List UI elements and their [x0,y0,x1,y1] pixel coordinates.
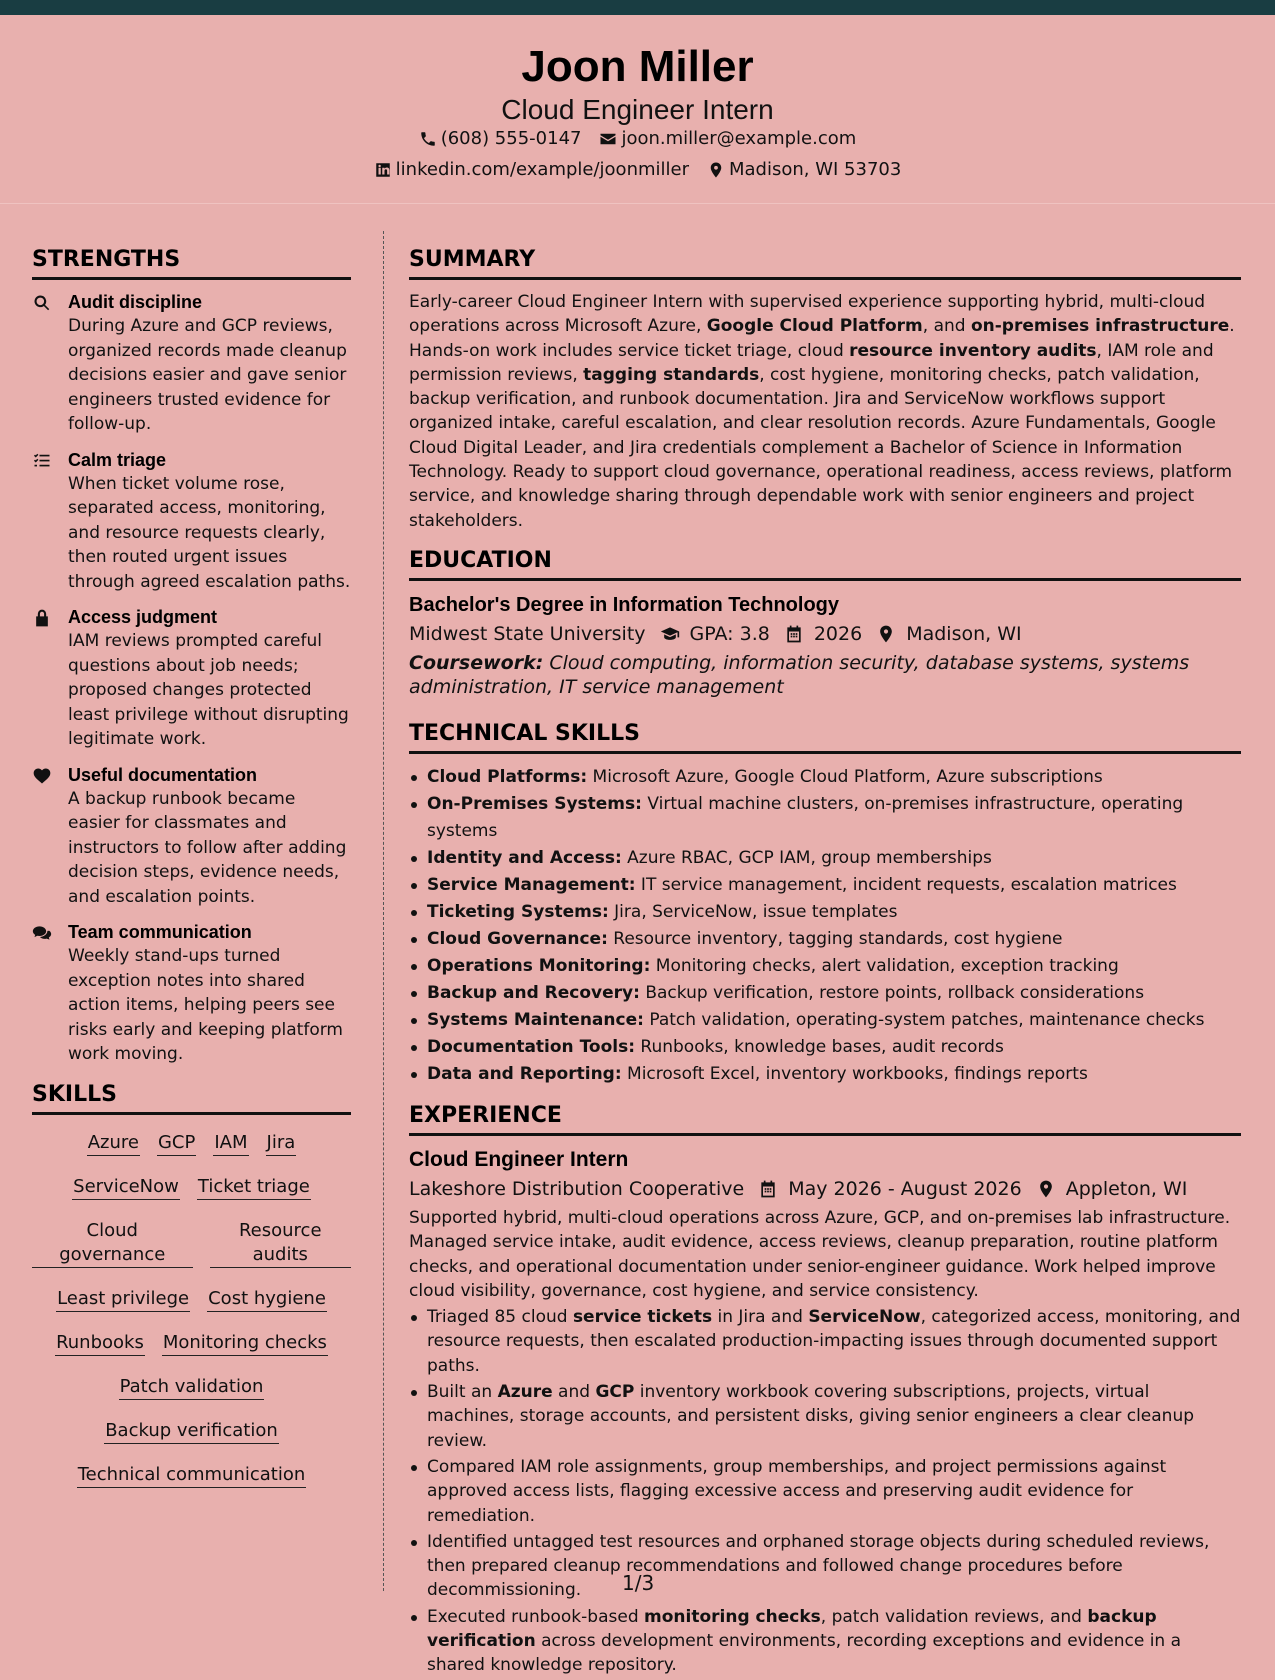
graduation-year: 2026 [813,622,863,645]
skill-category: Systems Maintenance: [427,1009,644,1030]
strength-title: Useful documentation [68,764,258,785]
skill-tag: Backup verification [104,1419,279,1444]
technical-skill-item [409,1061,1241,1088]
calendar-icon [784,624,804,644]
text-run: and [552,1382,596,1403]
strength-title: Team communication [68,922,252,942]
skill-tag: Runbooks [55,1331,145,1356]
coursework-label: Coursework: [409,651,544,674]
skill-category: On-Premises Systems: [427,793,642,814]
map-marker-icon [876,624,896,644]
degree-title: Bachelor's Degree in Information Technology [409,593,840,616]
strength-item [32,605,351,752]
experience-meta [409,1174,1241,1204]
experience-bullets [409,1305,1241,1677]
bold-keyword: monitoring checks [644,1606,821,1627]
experience-heading: EXPERIENCE [409,1102,1241,1136]
strength-body [68,290,351,437]
technical-skill-item [409,791,1241,845]
skill-tag: Ticket triage [197,1175,311,1200]
skills-heading: SKILLS [32,1081,351,1115]
skill-tag: Monitoring checks [162,1331,328,1356]
skill-line [32,1463,351,1488]
skill-values: Microsoft Azure, Google Cloud Platform, Azure subscriptions [587,766,1103,787]
strength-item [32,448,351,595]
text-run: , patch validation reviews, and [820,1606,1088,1627]
strength-icon-wrap [32,920,68,1067]
skill-line [32,1175,351,1200]
comments-icon [32,923,52,943]
school-name: Midwest State University [409,622,646,645]
candidate-name: Joon Miller [521,42,754,91]
skill-tag: Resource audits [210,1219,351,1268]
contact-row-2 [0,158,1275,182]
checklist-icon [32,451,52,471]
text-run: inventory workbook covering subscriptions, projects, virtual machines, storage accounts, and persistent disks, giving senior engineers a clear cleanup review. [427,1382,1195,1451]
experience-bullet [409,1380,1241,1453]
text-run: Built an [427,1382,498,1403]
map-marker-icon [1036,1179,1056,1199]
skill-values: Azure RBAC, GCP IAM, group memberships [621,847,992,868]
coursework [409,651,1241,700]
text-run: , and [922,316,971,337]
job-title-headline: Cloud Engineer Intern [501,94,774,125]
text-run: . Hands-on work includes service ticket triage, cloud [409,316,1235,361]
text-run: Executed runbook-based [427,1606,645,1627]
technical-skill-item [409,1034,1241,1061]
envelope-icon [599,130,617,148]
text-run: in Jira and [712,1307,809,1328]
phone-icon [419,130,437,148]
strength-icon-wrap [32,290,68,437]
right-column [409,246,1241,1680]
linkedin-contact[interactable] [374,158,689,182]
bold-keyword: tagging standards [583,364,760,385]
heart-icon [32,766,52,786]
technical-skills-list [409,764,1241,1088]
strength-icon-wrap [32,763,68,910]
strengths-list [32,290,351,1067]
text-run: , IAM role and permission reviews, [409,340,1214,385]
page-number: 1/3 [622,1571,655,1595]
experience-location: Appleton, WI [1065,1177,1188,1200]
technical-skill-item [409,926,1241,953]
strength-description: IAM reviews prompted careful questions about job needs; proposed changes protected least privilege without disrupting legitimate work. [68,631,349,749]
skill-line [32,1219,351,1268]
skill-values: Microsoft Excel, inventory workbooks, findings reports [621,1063,1088,1084]
experience-job-title: Cloud Engineer Intern [409,1147,629,1171]
strength-description: Weekly stand-ups turned exception notes into shared action items, helping peers see risks early and keeping platform work moving. [68,946,343,1064]
skill-line [32,1287,351,1312]
skill-tag: GCP [157,1131,196,1156]
experience-bullet [409,1530,1241,1603]
phone-contact[interactable] [419,127,582,151]
technical-skill-item [409,845,1241,872]
skill-values: Monitoring checks, alert validation, exception tracking [650,955,1119,976]
skill-tag: Technical communication [77,1463,307,1488]
strength-title: Access judgment [68,607,218,627]
bold-keyword: GCP [595,1382,635,1403]
skill-values: Patch validation, operating-system patches, maintenance checks [643,1009,1205,1030]
strength-title: Audit discipline [68,292,203,312]
experience-bullet [409,1455,1241,1528]
location-text: Madison, WI 53703 [729,159,902,180]
skill-tag: Jira [266,1131,297,1156]
linkedin-text: linkedin.com/example/joonmiller [395,159,689,180]
bold-keyword: Azure [497,1382,553,1403]
map-marker-icon [707,161,725,179]
bold-keyword: resource inventory audits [849,340,1097,361]
skill-category: Cloud Platforms: [427,766,588,787]
education-location: Madison, WI [906,622,1022,645]
strength-title: Calm triage [68,449,167,470]
technical-skill-item [409,899,1241,926]
email-text: joon.miller@example.com [621,128,857,149]
strength-item [32,763,351,910]
skill-category: Documentation Tools: [427,1036,636,1057]
graduation-cap-icon [660,624,680,644]
skill-line [32,1331,351,1356]
strength-description: During Azure and GCP reviews, organized records made cleanup decisions easier and gave senior engineers trusted evidence for follow-up. [68,316,347,434]
calendar-icon [758,1179,778,1199]
column-divider [383,231,384,1591]
skill-category: Service Management: [427,874,636,895]
strength-body [68,763,351,910]
skill-category: Cloud Governance: [427,928,608,949]
strength-body [68,605,351,752]
bold-keyword: ServiceNow [808,1307,921,1328]
bold-keyword: on-premises infrastructure [970,316,1230,337]
skill-tag: Cloud governance [32,1219,193,1268]
resume-header [0,15,1275,204]
skill-values: Backup verification, restore points, rollback considerations [639,982,1145,1003]
employment-dates: May 2026 - August 2026 [788,1177,1022,1200]
skill-category: Ticketing Systems: [427,901,609,922]
bold-keyword: Google Cloud Platform [706,316,923,337]
phone-text: (608) 555-0147 [440,128,582,149]
technical-skill-item [409,1007,1241,1034]
technical-skill-item [409,953,1241,980]
text-run: Identified untagged test resources and orphaned storage objects during scheduled reviews, then prepared cleanup recommendations and followed change procedures before decommissioning. [427,1531,1210,1601]
skill-category: Operations Monitoring: [427,955,651,976]
skill-category: Data and Reporting: [427,1063,622,1084]
text-run: , categorized access, monitoring, and resource requests, then escalated production-impacting issues through documented support paths. [427,1307,1241,1376]
skill-line [32,1375,351,1400]
strength-item [32,290,351,437]
location-contact [707,158,901,182]
skill-tag: Least privilege [56,1287,190,1312]
skill-values: Runbooks, knowledge bases, audit records [635,1036,1004,1057]
left-column [32,246,351,1507]
bold-keyword: backup verification [427,1606,1157,1652]
skill-category: Backup and Recovery: [427,982,640,1003]
strength-description: When ticket volume rose, separated access, monitoring, and resource requests clearly, then routed urgent issues through agreed escalation paths. [68,473,351,592]
skill-line [32,1131,351,1156]
skill-tag: ServiceNow [72,1175,180,1200]
skill-tag: Patch validation [119,1375,265,1400]
text-run: Compared IAM role assignments, group memberships, and project permissions against approved access lists, flagging excessive access and preserving audit evidence for remediation. [427,1456,1167,1526]
strength-icon-wrap [32,605,68,752]
strength-description: A backup runbook became easier for classmates and instructors to follow after adding decision steps, evidence needs, and escalation points. [68,788,347,907]
strength-body [68,448,351,595]
email-contact[interactable] [599,127,856,151]
skill-values: Resource inventory, tagging standards, cost hygiene [607,928,1063,949]
skill-tag: Cost hygiene [207,1287,327,1312]
technical-skill-item [409,872,1241,899]
skill-values: Virtual machine clusters, on-premises infrastructure, operating systems [427,793,1184,841]
top-accent-bar [0,0,1275,15]
gpa: GPA: 3.8 [689,622,770,645]
contact-row-1 [0,127,1275,151]
skills-tags [32,1125,351,1488]
summary-text [409,290,1241,533]
skill-values: IT service management, incident requests, escalation matrices [635,874,1177,895]
search-icon [32,293,52,313]
coursework-text: Cloud computing, information security, database systems, systems administration, IT service management [409,651,1190,699]
lock-icon [32,608,52,628]
experience-bullet [409,1305,1241,1378]
company-name: Lakeshore Distribution Cooperative [409,1177,745,1200]
text-run: Early-career Cloud Engineer Intern with supervised experience supporting hybrid, multi-cloud operations across Microsoft Azure, [409,292,1206,337]
text-run: Triaged 85 cloud [427,1307,573,1328]
strength-body [68,920,351,1067]
strength-item [32,920,351,1067]
linkedin-icon [374,161,392,179]
text-run: , cost hygiene, monitoring checks, patch validation, backup verification, and runbook documentation. Jira and ServiceNow workflows support organized intake, careful escalation, and clear resolution records. Azure Fundamentals, Google Cloud Digital Leader, and Jira credentials complement a Bachelor of Science in Information Technology. Ready to support cloud governance, operational readiness, access reviews, platform service, and knowledge sharing through dependable work with senior engineers and project stakeholders. [409,364,1233,531]
skill-tag: IAM [213,1131,248,1156]
strengths-heading: STRENGTHS [32,246,351,280]
text-run: across development environments, recording exceptions and evidence in a shared knowledge repository. [427,1631,1182,1676]
skill-values: Jira, ServiceNow, issue templates [608,901,898,922]
experience-bullet [409,1605,1241,1678]
experience-description: Supported hybrid, multi-cloud operations across Azure, GCP, and on-premises lab infrastructure. Managed service intake, audit evidence, access reviews, cleanup preparation, routine platform checks, and operational documentation under senior-engineer guidance. Work helped improve cloud visibility, governance, cost hygiene, and service consistency. [409,1207,1231,1301]
summary-heading: SUMMARY [409,246,1241,280]
strength-icon-wrap [32,448,68,595]
technical-skill-item [409,764,1241,791]
technical-skill-item [409,980,1241,1007]
education-meta [409,619,1241,649]
education-heading: EDUCATION [409,547,1241,581]
technical-skills-heading: TECHNICAL SKILLS [409,720,1241,754]
skill-line [32,1419,351,1444]
skill-category: Identity and Access: [427,847,622,868]
skill-tag: Azure [87,1131,140,1156]
bold-keyword: service tickets [572,1307,713,1328]
